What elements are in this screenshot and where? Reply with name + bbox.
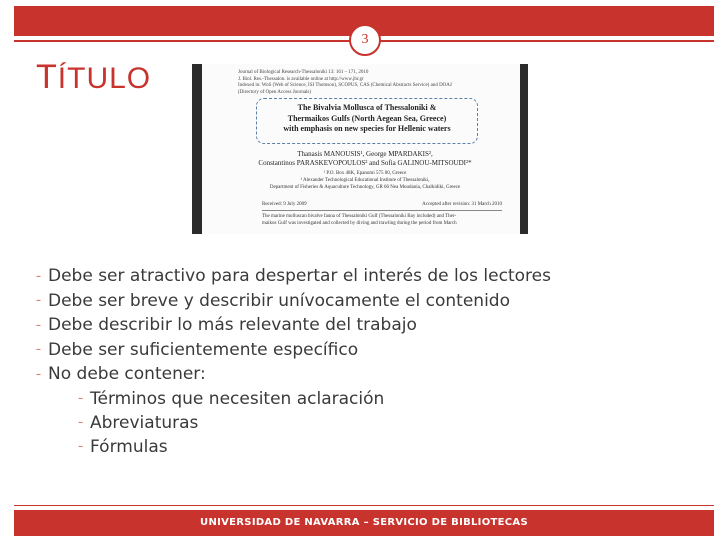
bullet-item xyxy=(36,364,551,389)
bullet-text: Debe ser suficientemente específico xyxy=(48,339,359,360)
sub-bullet-text: Términos que necesiten aclaración xyxy=(90,388,385,409)
dash-bullet-icon: – xyxy=(78,393,83,404)
paper-authors xyxy=(240,150,490,168)
dash-bullet-icon: – xyxy=(36,368,41,380)
paper-header-line: J. Biol. Res.-Thessalon. is available online at http://www.jbr.gr xyxy=(238,76,364,82)
bullet-text: Debe ser breve y describir unívocamente el contenido xyxy=(48,290,510,311)
paper-title xyxy=(257,103,477,135)
bullet-item xyxy=(36,266,551,291)
bullet-text: Debe describir lo más relevante del trabajo xyxy=(48,315,417,335)
footer-text: UNIVERSIDAD DE NAVARRA – SERVICIO DE BIBLIOTECAS xyxy=(200,517,528,528)
paper-affiliation-line: Department of Fisheries & Aquaculture Technology, GR 66 Nea Moudania, Chalkidiki, Greece xyxy=(269,185,461,190)
paper-affiliation-line: ¹ P.O. Box 48K, Epanomi 575 00, Greece xyxy=(323,171,407,176)
sub-bullet-text: Abreviaturas xyxy=(90,412,199,433)
slide-title xyxy=(36,58,151,97)
bullet-item xyxy=(36,315,551,340)
dash-bullet-icon: – xyxy=(36,295,41,306)
paper-left-edge xyxy=(192,64,202,234)
paper-title-line: Thermaikos Gulfs (North Aegean Sea, Greece) xyxy=(287,113,447,123)
sub-bullet-item xyxy=(36,413,551,437)
slide-number: 3 xyxy=(349,24,381,56)
sub-bullet-item xyxy=(36,389,551,413)
paper-image xyxy=(192,64,528,234)
paper-header-line: Indexed in: WoS (Web of Science, ISI Thomson), SCOPUS, CAS (Chemical Abstracts Service) and DOAJ (Directory of Open Access Journals) xyxy=(238,83,452,95)
bullet-text: Debe ser atractivo para despertar el interés de los lectores xyxy=(48,266,551,286)
paper-abstract xyxy=(262,214,502,227)
sub-bullet-text: Fórmulas xyxy=(90,436,168,457)
paper-received: Received: 9 July 2009 xyxy=(262,202,307,207)
paper-abstract-line: maikos Gulf was investigated and collected by diving and trawling during the period from March xyxy=(262,220,457,226)
paper-accepted: Accepted after revision: 31 March 2010 xyxy=(422,202,502,207)
paper-abstract-line: The marine molluscan bivalve fauna of Thessaloniki Gulf (Thessaloniki Bay included) and Ther- xyxy=(262,214,457,219)
dash-bullet-icon: – xyxy=(78,441,83,452)
paper-title-box xyxy=(256,98,478,144)
bullet-text: No debe contener: xyxy=(48,364,206,384)
paper-authors-line: Constantinos PARASKEVOPOULOS² and Sofia GALINOU-MITSOUDI²* xyxy=(258,159,472,167)
sub-bullet-item xyxy=(36,437,551,461)
dash-bullet-icon: – xyxy=(36,270,41,282)
paper-journal-header xyxy=(238,70,468,96)
paper-title-line: with emphasis on new species for Hellenic waters xyxy=(283,124,451,133)
paper-affiliation-line: ² Alexander Technological Educational Institute of Thessaloniki, xyxy=(300,178,430,183)
dash-bullet-icon: – xyxy=(36,319,41,331)
paper-header-line: Journal of Biological Research-Thessaloniki 13: 161 – 171, 2010 xyxy=(238,70,369,75)
bullet-list xyxy=(36,266,551,461)
dash-bullet-icon: – xyxy=(36,344,41,355)
paper-authors-line: Thanasis MANOUSIS¹, George MPARDAKIS², xyxy=(297,150,433,158)
bullet-item xyxy=(36,291,551,316)
paper-title-line: The Bivalvia Mollusca of Thessaloniki & xyxy=(297,103,437,112)
slide-title-rest: ÍTULO xyxy=(57,62,152,95)
paper-affiliations xyxy=(240,170,490,191)
paper-rule xyxy=(262,210,502,211)
paper-dates xyxy=(262,202,502,207)
bottom-divider xyxy=(14,505,714,506)
slide-title-initial: T xyxy=(36,58,58,96)
bullet-item xyxy=(36,340,551,365)
paper-right-edge xyxy=(520,64,528,234)
dash-bullet-icon: – xyxy=(78,417,83,428)
